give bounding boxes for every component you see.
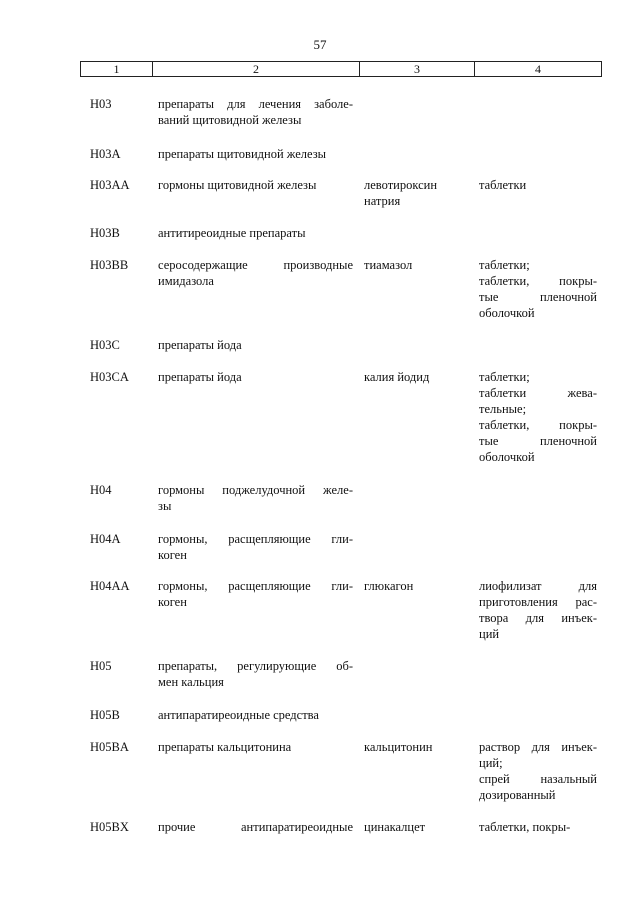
dosage-form-line: твора для инъек- xyxy=(479,611,597,625)
dosage-form-line: лиофилизат для xyxy=(479,579,597,593)
page-number: 57 xyxy=(313,37,327,52)
atc-code: H05 xyxy=(90,659,112,673)
inn-name xyxy=(364,819,470,835)
group-name-line: гормоны поджелудочной желе- xyxy=(158,483,353,497)
atc-code: H03 xyxy=(90,97,112,111)
dosage-form-line: оболочкой xyxy=(479,306,535,320)
inn-name xyxy=(364,177,470,209)
inn-name xyxy=(364,369,470,385)
dosage-form xyxy=(479,369,597,465)
column-header-row xyxy=(80,61,602,77)
dosage-form-line: таблетки; xyxy=(479,258,530,272)
dosage-form-line: оболочкой xyxy=(479,450,535,464)
group-name-line: зы xyxy=(158,499,172,513)
dosage-form xyxy=(479,578,597,642)
dosage-form-line: тые пленочной xyxy=(479,290,597,304)
group-name-line: препараты кальцитонина xyxy=(158,740,292,754)
group-name xyxy=(158,658,353,690)
column-header-4: 4 xyxy=(475,62,602,77)
atc-code: H04A xyxy=(90,532,121,546)
group-name-line: коген xyxy=(158,548,187,562)
group-name-line: препараты, регулирующие об- xyxy=(158,659,353,673)
group-name xyxy=(158,369,353,385)
dosage-form-line: таблетки жева- xyxy=(479,386,597,400)
column-header-3: 3 xyxy=(360,62,475,77)
group-name xyxy=(158,482,353,514)
atc-code: H03BB xyxy=(90,258,129,272)
dosage-form-line: таблетки, покры- xyxy=(479,820,571,834)
dosage-form-line: таблетки; xyxy=(479,370,530,384)
dosage-form xyxy=(479,257,597,321)
group-name xyxy=(158,96,353,128)
group-name xyxy=(158,739,353,755)
group-name-line: серосодержащие производные xyxy=(158,258,353,272)
group-name-line: прочие антипаратиреоидные xyxy=(158,820,353,834)
atc-code: H03A xyxy=(90,147,121,161)
group-name-line: имидазола xyxy=(158,274,214,288)
group-name xyxy=(158,337,353,353)
group-name xyxy=(158,707,353,723)
group-name xyxy=(158,531,353,563)
dosage-form-line: тые пленочной xyxy=(479,434,597,448)
atc-code: H05BA xyxy=(90,740,129,754)
dosage-form-line: дозированный xyxy=(479,788,556,802)
group-name xyxy=(158,257,353,289)
atc-code: H05B xyxy=(90,708,120,722)
group-name-line: препараты для лечения заболе- xyxy=(158,97,353,111)
atc-code: H04AA xyxy=(90,579,130,593)
group-name xyxy=(158,819,353,835)
inn-name-line: глюкагон xyxy=(364,579,414,593)
group-name-line: коген xyxy=(158,595,187,609)
atc-code: H03C xyxy=(90,338,120,352)
dosage-form-line: таблетки, покры- xyxy=(479,418,597,432)
dosage-form-line: ций xyxy=(479,627,500,641)
group-name-line: препараты щитовидной железы xyxy=(158,147,327,161)
inn-name-line: цинакалцет xyxy=(364,820,426,834)
inn-name xyxy=(364,578,470,594)
atc-code: H05BX xyxy=(90,820,129,834)
dosage-form-line: таблетки, покры- xyxy=(479,274,597,288)
inn-name-line: кальцитонин xyxy=(364,740,433,754)
group-name-line: препараты йода xyxy=(158,370,242,384)
group-name xyxy=(158,146,353,162)
inn-name-line: калия йодид xyxy=(364,370,430,384)
atc-code: H03CA xyxy=(90,370,129,384)
group-name-line: антипаратиреоидные средства xyxy=(158,708,319,722)
group-name-line: мен кальция xyxy=(158,675,224,689)
dosage-form xyxy=(479,819,597,835)
dosage-form-line: приготовления рас- xyxy=(479,595,597,609)
group-name-line: ваний щитовидной железы xyxy=(158,113,302,127)
atc-code: H03B xyxy=(90,226,120,240)
group-name xyxy=(158,177,353,193)
dosage-form xyxy=(479,739,597,803)
inn-name-line: натрия xyxy=(364,194,401,208)
dosage-form-line: ций; xyxy=(479,756,503,770)
dosage-form-line: таблетки xyxy=(479,178,527,192)
group-name-line: гормоны щитовидной железы xyxy=(158,178,317,192)
column-header-2: 2 xyxy=(153,62,360,77)
group-name xyxy=(158,225,353,241)
group-name-line: антитиреоидные препараты xyxy=(158,226,306,240)
dosage-form-line: спрей назальный xyxy=(479,772,597,786)
atc-code: H03AA xyxy=(90,178,130,192)
dosage-form-line: тельные; xyxy=(479,402,527,416)
atc-code: H04 xyxy=(90,483,112,497)
group-name xyxy=(158,578,353,610)
dosage-form xyxy=(479,177,597,193)
column-header-1: 1 xyxy=(81,62,153,77)
group-name-line: гормоны, расщепляющие гли- xyxy=(158,579,353,593)
inn-name xyxy=(364,739,470,755)
inn-name-line: тиамазол xyxy=(364,258,413,272)
inn-name-line: левотироксин xyxy=(364,178,438,192)
dosage-form-line: раствор для инъек- xyxy=(479,740,597,754)
group-name-line: препараты йода xyxy=(158,338,242,352)
inn-name xyxy=(364,257,470,273)
group-name-line: гормоны, расщепляющие гли- xyxy=(158,532,353,546)
